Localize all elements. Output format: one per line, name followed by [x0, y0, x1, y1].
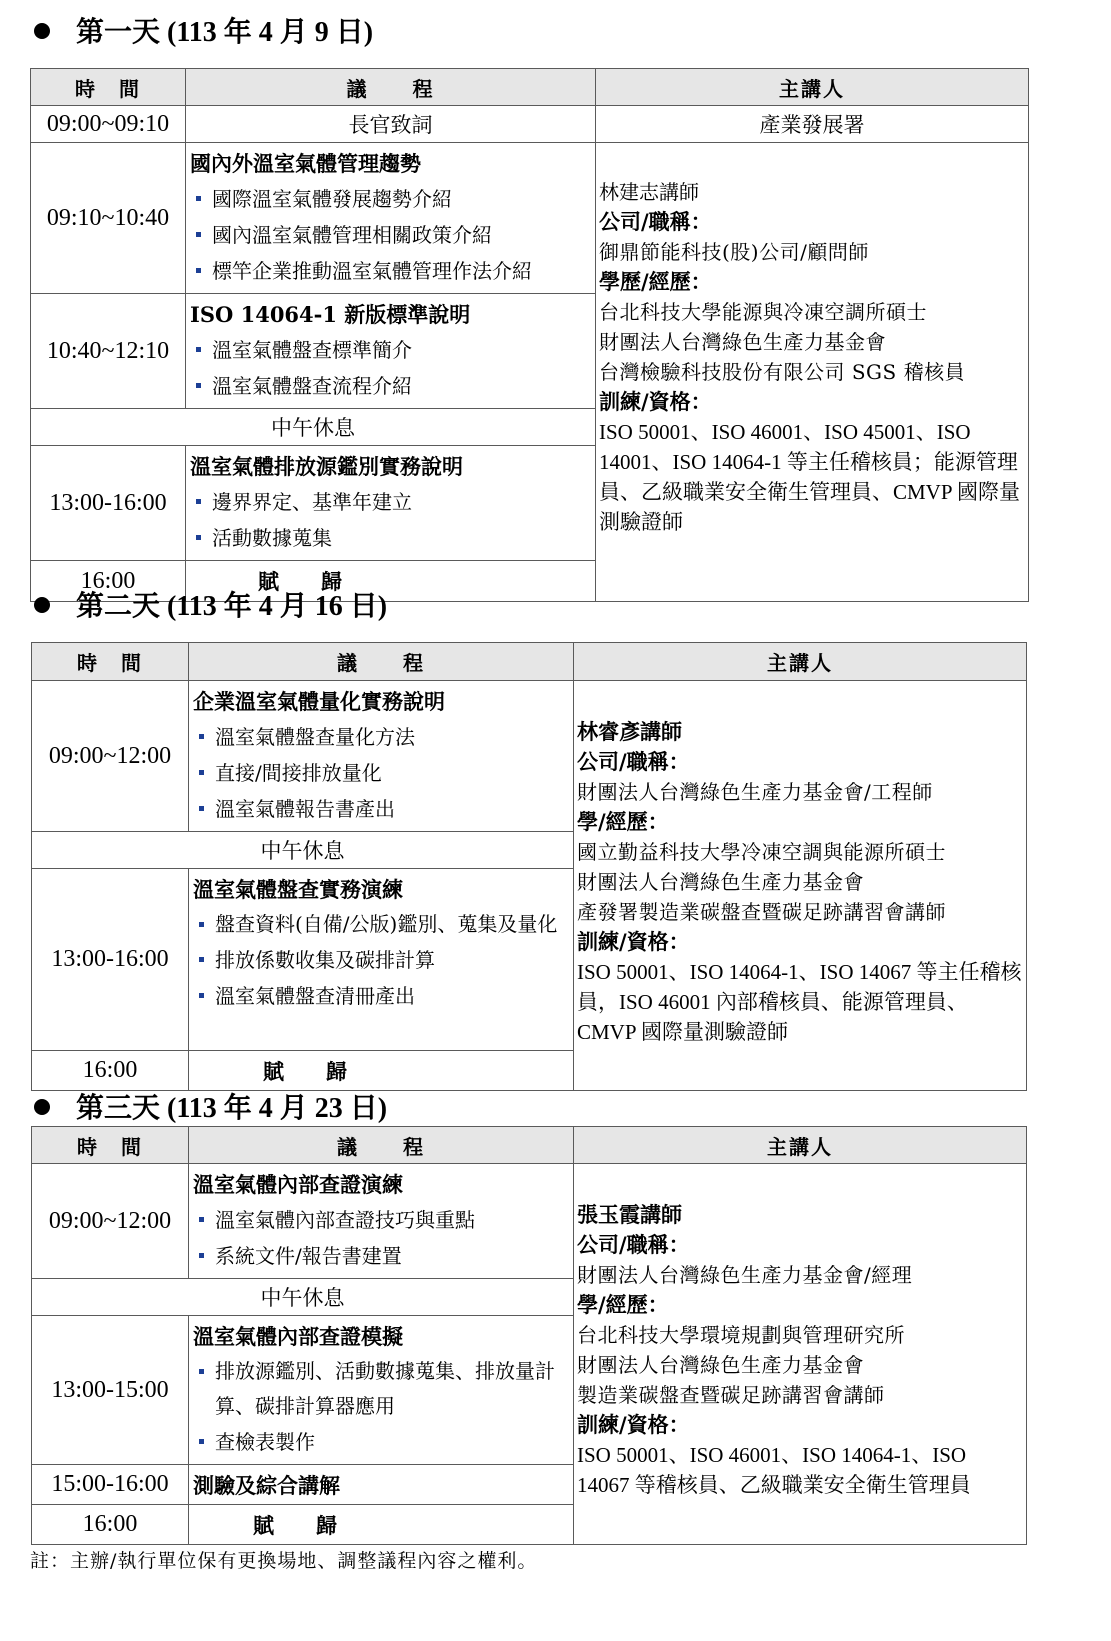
training-label: 訓練/資格：	[577, 1412, 690, 1437]
education-line: 台北科技大學能源與冷凍空調所碩士	[599, 300, 927, 324]
agenda-item: 系統文件/報告書建置	[193, 1238, 569, 1274]
education-line: 製造業碳盤查暨碳足跡講習會講師	[577, 1383, 885, 1407]
education-line: 產發署製造業碳盤查暨碳足跡講習會講師	[577, 900, 946, 924]
header-speaker: 主講人	[596, 69, 1029, 106]
speaker-name: 張玉霞講師	[577, 1202, 682, 1227]
time-cell: 16:00	[32, 1505, 189, 1545]
agenda-title: 溫室氣體排放源鑑別實務說明	[190, 454, 463, 479]
agenda-item: 國際溫室氣體發展趨勢介紹	[190, 181, 591, 217]
agenda-item: 排放源鑑別、活動數據蒐集、排放量計算、碳排計算器應用	[193, 1354, 569, 1424]
agenda-title: 國內外溫室氣體管理趨勢	[190, 151, 421, 176]
agenda-item: 直接/間接排放量化	[193, 755, 569, 791]
agenda-item: 邊界界定、基準年建立	[190, 484, 591, 520]
agenda-title: 溫室氣體內部查證模擬	[193, 1324, 403, 1349]
agenda-cell	[186, 143, 596, 294]
company-label: 公司/職稱：	[599, 209, 712, 234]
agenda-cell	[186, 294, 596, 409]
time-cell: 09:00~12:00	[32, 1164, 189, 1279]
header-agenda: 議 程	[189, 1127, 574, 1164]
day3-schedule-table	[31, 1126, 1027, 1545]
speaker-info	[574, 1164, 1027, 1545]
time-cell: 09:00~09:10	[31, 106, 186, 143]
agenda-title: 溫室氣體內部查證演練	[193, 1172, 403, 1197]
agenda-item: 溫室氣體內部查證技巧與重點	[193, 1202, 569, 1238]
company-value: 財團法人台灣綠色生產力基金會/工程師	[577, 780, 933, 804]
lunch-break: 中午休息	[31, 409, 596, 446]
agenda-item: 活動數據蒐集	[190, 520, 591, 556]
agenda-item: 查檢表製作	[193, 1424, 569, 1460]
header-speaker: 主講人	[574, 1127, 1027, 1164]
agenda-item: 溫室氣體盤查清冊產出	[193, 978, 569, 1014]
education-line: 國立勤益科技大學冷凍空調與能源所碩士	[577, 840, 946, 864]
agenda-title: 溫室氣體盤查實務演練	[193, 877, 403, 902]
agenda-item: 盤查資料(自備/公版)鑑別、蒐集及量化	[193, 907, 569, 942]
header-speaker: 主講人	[574, 643, 1027, 681]
agenda-cell	[189, 1316, 574, 1465]
training-value: ISO 50001、ISO 46001、ISO 14064-1、ISO 14067 等稽核員、乙級職業安全衛生管理員	[577, 1443, 971, 1497]
day2-title: 第二天 (113 年 4 月 16 日)	[34, 586, 387, 627]
agenda-cell: 賦 歸	[186, 561, 596, 602]
lunch-break: 中午休息	[32, 1279, 574, 1316]
agenda-title: 企業溫室氣體量化實務說明	[193, 689, 445, 714]
agenda-cell	[186, 446, 596, 561]
education-line: 台灣檢驗科技股份有限公司 SGS 稽核員	[599, 360, 966, 384]
speaker-name: 林建志講師	[599, 180, 699, 204]
training-value: ISO 50001、ISO 46001、ISO 45001、ISO 14001、ISO 14064-1 等主任稽核員；能源管理員、乙級職業安全衛生管理員、CMVP 國際量測驗證師	[599, 420, 1020, 534]
time-cell: 09:10~10:40	[31, 143, 186, 294]
footnote: 註：主辦/執行單位保有更換場地、調整議程內容之權利。	[30, 1550, 538, 1572]
education-label: 學/經歷：	[577, 809, 669, 834]
company-label: 公司/職稱：	[577, 749, 690, 774]
time-cell: 15:00-16:00	[32, 1465, 189, 1505]
agenda-cell: 長官致詞	[186, 106, 596, 143]
day3-title: 第三天 (113 年 4 月 23 日)	[34, 1088, 387, 1129]
agenda-title: ISO 14064-1 新版標準說明	[190, 302, 471, 327]
time-cell: 16:00	[31, 561, 186, 602]
time-cell: 09:00~12:00	[32, 681, 189, 832]
agenda-item: 溫室氣體盤查流程介紹	[190, 368, 591, 404]
education-line: 財團法人台灣綠色生產力基金會	[577, 1353, 864, 1377]
company-label: 公司/職稱：	[577, 1232, 690, 1257]
agenda-cell	[189, 1164, 574, 1279]
header-time: 時 間	[31, 69, 186, 106]
bullet-icon	[34, 597, 50, 613]
speaker-info	[574, 681, 1027, 1091]
agenda-cell: 賦 歸	[189, 1051, 574, 1091]
bullet-icon	[34, 23, 50, 39]
header-agenda: 議 程	[189, 643, 574, 681]
agenda-item: 標竿企業推動溫室氣體管理作法介紹	[190, 253, 591, 289]
time-cell: 13:00-15:00	[32, 1316, 189, 1465]
education-line: 台北科技大學環境規劃與管理研究所	[577, 1323, 905, 1347]
training-value: ISO 50001、ISO 14064-1、ISO 14067 等主任稽核員，ISO 46001 內部稽核員、能源管理員、CMVP 國際量測驗證師	[577, 960, 1022, 1044]
time-cell: 13:00-16:00	[31, 446, 186, 561]
agenda-item: 溫室氣體報告書產出	[193, 791, 569, 827]
time-cell: 10:40~12:10	[31, 294, 186, 409]
company-value: 財團法人台灣綠色生產力基金會/經理	[577, 1263, 913, 1287]
header-time: 時 間	[32, 643, 189, 681]
agenda-cell	[189, 681, 574, 832]
training-label: 訓練/資格：	[599, 389, 712, 414]
training-label: 訓練/資格：	[577, 929, 690, 954]
bullet-icon	[34, 1099, 50, 1115]
agenda-item: 國內溫室氣體管理相關政策介紹	[190, 217, 591, 253]
day1-title: 第一天 (113 年 4 月 9 日)	[34, 12, 373, 53]
header-time: 時 間	[32, 1127, 189, 1164]
day2-schedule-table	[31, 642, 1027, 1091]
time-cell: 16:00	[32, 1051, 189, 1091]
lunch-break: 中午休息	[32, 832, 574, 869]
header-agenda: 議 程	[186, 69, 596, 106]
speaker-cell: 產業發展署	[596, 106, 1029, 143]
day1-schedule-table	[30, 68, 1029, 602]
agenda-cell: 賦 歸	[189, 1505, 574, 1545]
agenda-item: 溫室氣體盤查標準簡介	[190, 332, 591, 368]
agenda-cell	[189, 869, 574, 1051]
agenda-item: 排放係數收集及碳排計算	[193, 942, 569, 978]
speaker-info	[596, 143, 1029, 602]
company-value: 御鼎節能科技(股)公司/顧問師	[599, 240, 869, 264]
education-line: 財團法人台灣綠色生產力基金會	[599, 330, 886, 354]
education-label: 學歷/經歷：	[599, 269, 712, 294]
speaker-name: 林睿彥講師	[577, 719, 682, 744]
time-cell: 13:00-16:00	[32, 869, 189, 1051]
agenda-cell: 測驗及綜合講解	[189, 1465, 574, 1505]
agenda-item: 溫室氣體盤查量化方法	[193, 719, 569, 755]
education-label: 學/經歷：	[577, 1292, 669, 1317]
education-line: 財團法人台灣綠色生產力基金會	[577, 870, 864, 894]
